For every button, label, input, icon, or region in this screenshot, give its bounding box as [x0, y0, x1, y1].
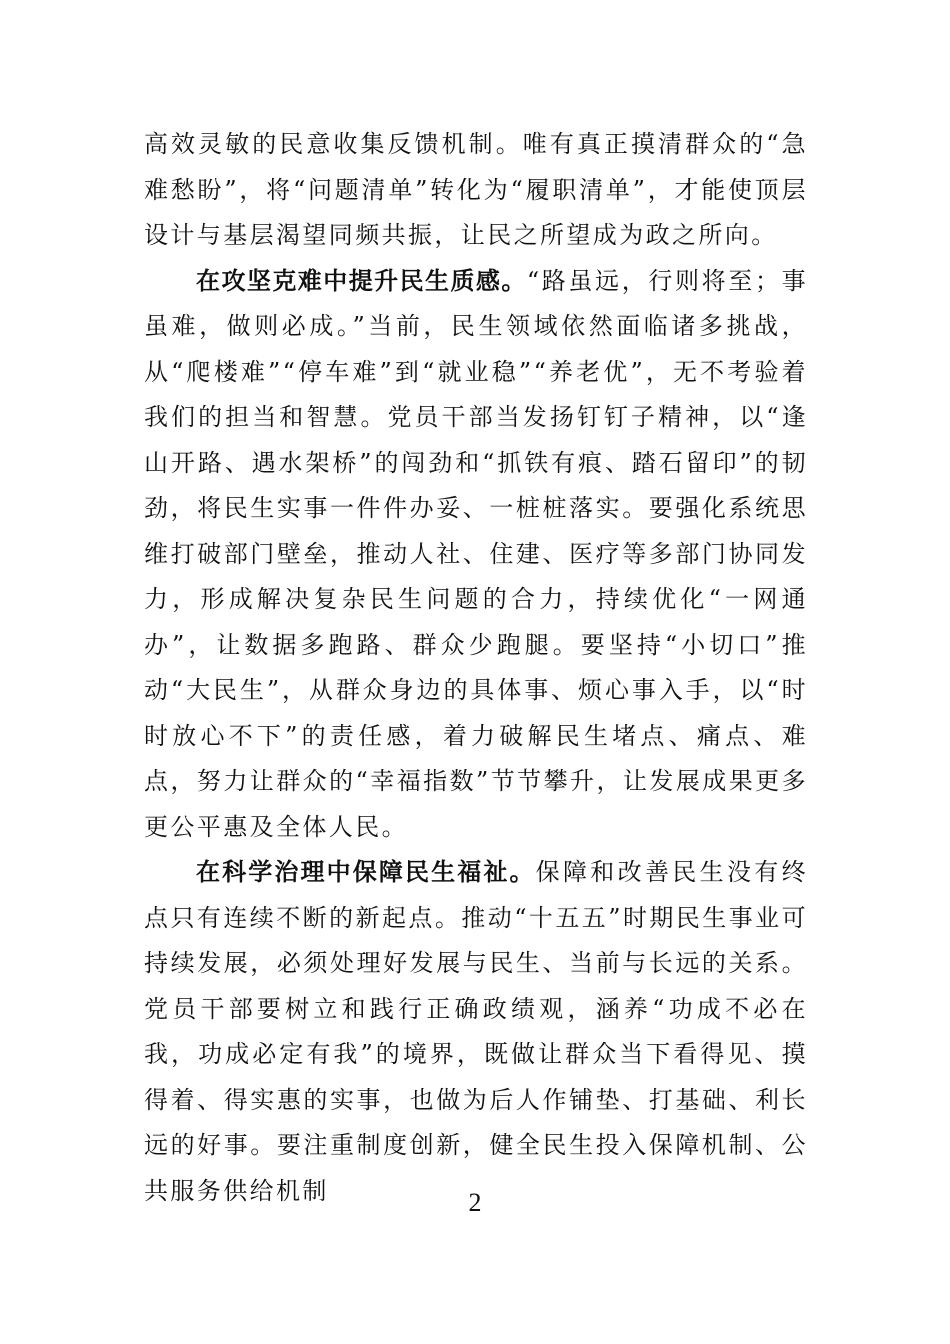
page-number: 2 [468, 1188, 482, 1217]
paragraph-heading: 在科学治理中保障民生福祉。 [196, 858, 536, 886]
body-text [144, 122, 808, 1214]
paragraph-continuation [144, 122, 808, 259]
paragraph-text: 保障和改善民生没有终点只有连续不断的新起点。推动“十五五”时期民生事业可持续发展，必须处理好发展与民生、当前与长远的关系。党员干部要树立和践行正确政绩观，涵养“功成不必在我，功成必定有我”的境界，既做让群众当下看得见、摸得着、得实惠的实事，也做为后人作铺垫、打基础、利长远的好事。要注重制度创新，健全民生投入保障机制、公共服务供给机制 [144, 858, 808, 1205]
paragraph-livelihood-welfare [144, 850, 808, 1214]
paragraph-text: 高效灵敏的民意收集反馈机制。唯有真正摸清群众的“急难愁盼”，将“问题清单”转化为“履职清单”，才能使顶层设计与基层渴望同频共振，让民之所望成为政之所向。 [144, 130, 808, 249]
paragraph-livelihood-quality [144, 259, 808, 851]
paragraph-text: “路虽远，行则将至；事虽难，做则必成。”当前，民生领域依然面临诸多挑战，从“爬楼难”“停车难”到“就业稳”“养老优”，无不考验着我们的担当和智慧。党员干部当发扬钉钉子精神，以“逢山开路、遇水架桥”的闯劲和“抓铁有痕、踏石留印”的韧劲，将民生实事一件件办妥、一桩桩落实。要强化系统思维打破部门壁垒，推动人社、住建、医疗等多部门协同发力，形成解决复杂民生问题的合力，持续优化“一网通办”，让数据多跑路、群众少跑腿。要坚持“小切口”推动“大民生”，从群众身边的具体事、烦心事入手，以“时时放心不下”的责任感，着力破解民生堵点、痛点、难点，努力让群众的“幸福指数”节节攀升，让发展成果更多更公平惠及全体人民。 [144, 266, 808, 841]
paragraph-heading: 在攻坚克难中提升民生质感。 [196, 266, 527, 295]
